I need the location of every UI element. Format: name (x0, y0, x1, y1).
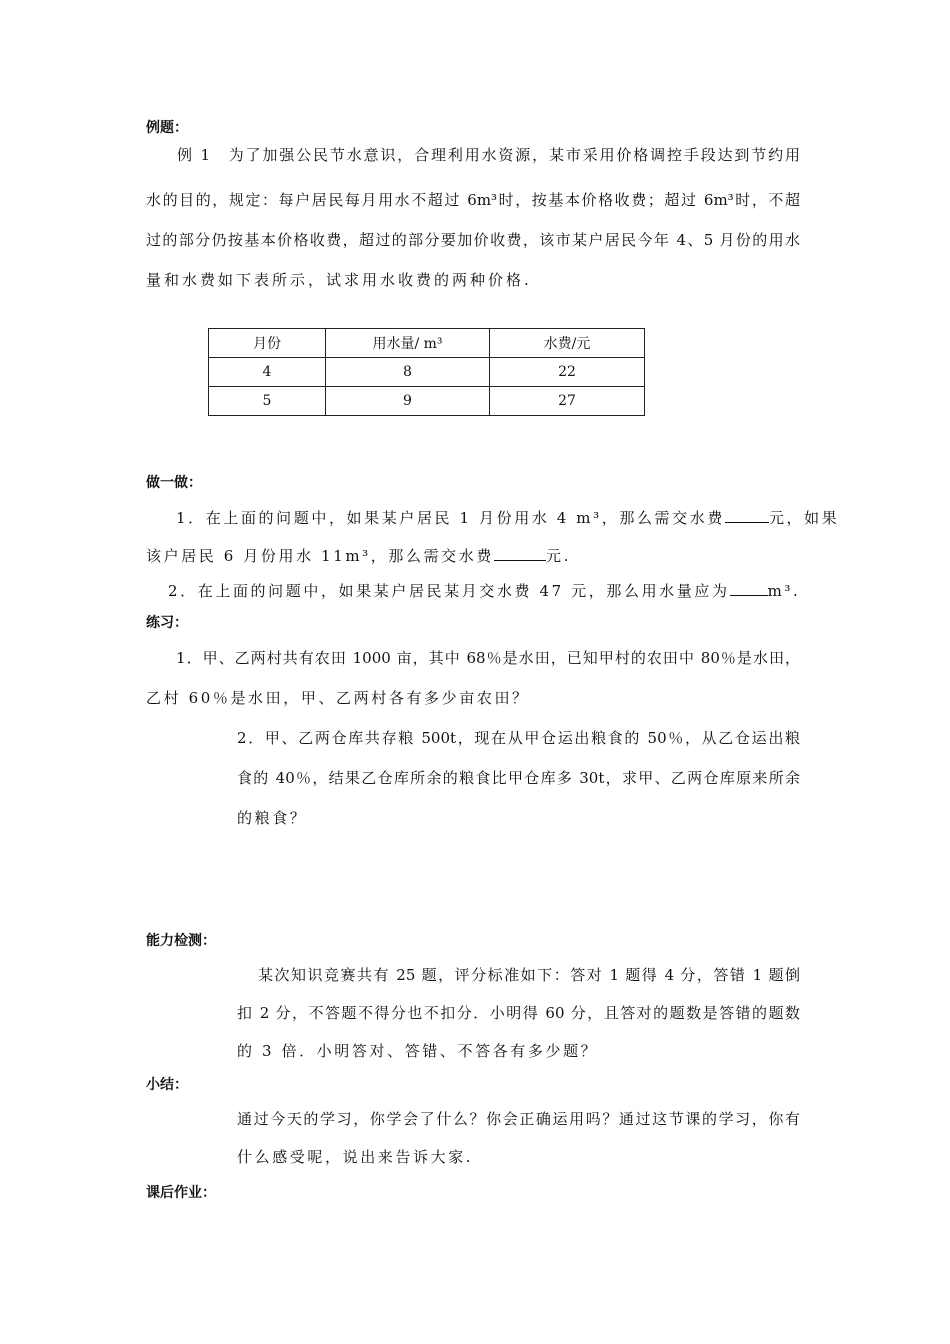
ability-heading: 能力检测： (146, 933, 216, 949)
table-row (209, 358, 645, 387)
ability-line: 扣 2 分，不答题不得分也不扣分．小明得 60 分，且答对的题数是答错的题数 (237, 1004, 800, 1022)
table-header-cell: 月份 (209, 329, 326, 358)
table-header-cell: 用水量/ m³ (326, 329, 490, 358)
practice-line: 食的 40％，结果乙仓库所余的粮食比甲仓库多 30t，求甲、乙两仓库原来所余 (237, 769, 800, 787)
practice-line: 1．甲、乙两村共有农田 1000 亩，其中 68％是水田，已知甲村的农田中 80％是水田， (176, 649, 800, 667)
example-line: 量和水费如下表所示，试求用水收费的两种价格. (146, 271, 532, 289)
answer-blank[interactable] (494, 545, 546, 561)
table-row (209, 387, 645, 416)
summary-heading: 小结： (146, 1077, 188, 1093)
practice-line: 2．甲、乙两仓库共存粮 500t，现在从甲仓运出粮食的 50％，从乙仓运出粮 (237, 729, 800, 747)
homework-heading: 课后作业： (146, 1185, 216, 1201)
try-question-1 (176, 507, 839, 527)
ability-line: 的 3 倍．小明答对、答错、不答各有多少题？ (237, 1042, 599, 1060)
answer-blank[interactable] (725, 507, 769, 523)
table-cell: 8 (326, 358, 490, 387)
q2-text: 2．在上面的问题中，如果某户居民某月交水费 47 元，那么用水量应为 (168, 582, 730, 600)
example-line: 水的目的，规定：每户居民每月用水不超过 6m³时，按基本价格收费；超过 6m³时，不超 (146, 191, 800, 209)
table-cell: 4 (209, 358, 326, 387)
summary-line: 通过今天的学习，你学会了什么？你会正确运用吗？通过这节课的学习，你有 (237, 1110, 800, 1128)
table-cell: 5 (209, 387, 326, 416)
try-question-2 (168, 580, 800, 600)
answer-blank[interactable] (730, 580, 768, 596)
q1-text: 1．在上面的问题中，如果某户居民 1 月份用水 4 m³，那么需交水费 (176, 509, 725, 527)
q2-text: m³. (767, 582, 801, 600)
summary-line: 什么感受呢，说出来告诉大家. (237, 1148, 474, 1166)
try-question-1-cont (146, 545, 571, 565)
ability-line: 某次知识竞赛共有 25 题，评分标准如下：答对 1 题得 4 分，答错 1 题倒 (258, 966, 800, 984)
table-cell: 22 (490, 358, 645, 387)
practice-line: 乙村 60％是水田，甲、乙两村各有多少亩农田？ (146, 689, 530, 707)
water-usage-table (208, 328, 645, 416)
table-cell: 9 (326, 387, 490, 416)
table-cell: 27 (490, 387, 645, 416)
q1-text: 该户居民 6 月份用水 11m³，那么需交水费 (146, 547, 494, 565)
table-header-cell: 水费/元 (490, 329, 645, 358)
practice-heading: 练习： (146, 615, 188, 631)
example-line: 例 1 为了加强公民节水意识，合理利用水资源，某市采用价格调控手段达到节约用 (177, 146, 800, 164)
try-heading: 做一做： (146, 475, 202, 491)
practice-line: 的粮食？ (237, 809, 308, 827)
q1-text: 元. (545, 547, 571, 565)
q1-text: 元，如果 (768, 509, 840, 527)
example-heading: 例题： (146, 120, 188, 136)
table-header-row (209, 329, 645, 358)
example-line: 过的部分仍按基本价格收费，超过的部分要加价收费，该市某户居民今年 4、5 月份的用水 (146, 231, 800, 249)
